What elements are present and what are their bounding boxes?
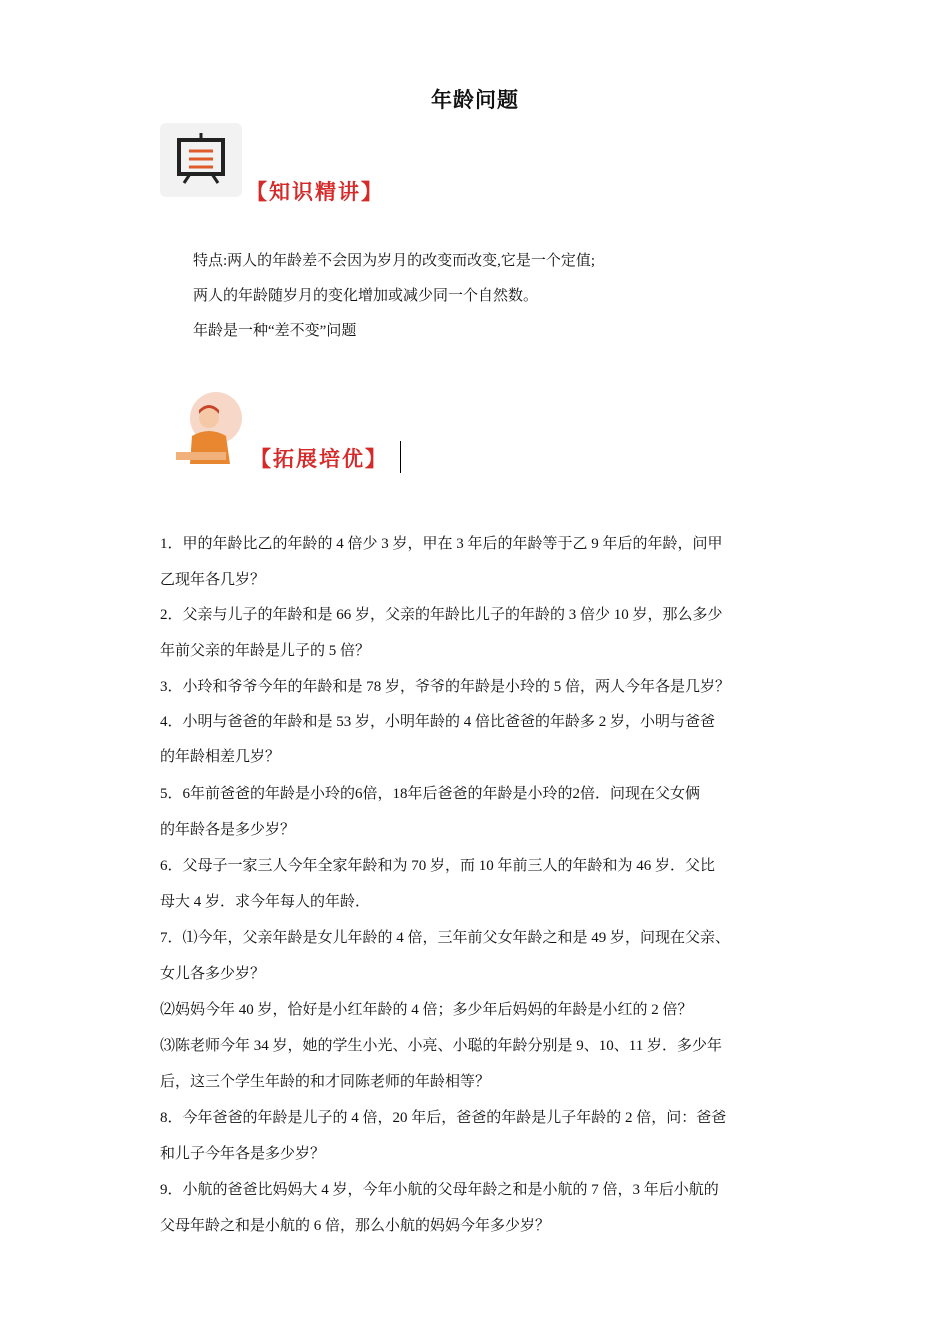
knowledge-section-banner: 【知识精讲】 — [246, 179, 384, 204]
intro-line: 特点:两人的年龄差不会因为岁月的改变而改变,它是一个定值; — [193, 253, 596, 269]
intro-line: 两人的年龄随岁月的变化增加或减少同一个自然数。 — [193, 288, 539, 304]
question-line: 2．父亲与儿子的年龄和是 66 岁，父亲的年龄比儿子的年龄的 3 倍少 10 岁，那么多少 — [160, 607, 723, 623]
question-line: 的年龄相差几岁？ — [160, 749, 281, 765]
question-line: 母大 4 岁．求今年每人的年龄． — [160, 894, 371, 910]
question-line: ⑶陈老师今年 34 岁，她的学生小光、小亮、小聪的年龄分别是 9、10、11 岁．多少年 — [160, 1038, 722, 1054]
question-line: 7．⑴今年，父亲年龄是女儿年龄的 4 倍，三年前父女年龄之和是 49 岁，问现在父亲、 — [160, 930, 731, 946]
question-line: 父母年龄之和是小航的 6 倍，那么小航的妈妈今年多少岁？ — [160, 1218, 551, 1234]
question-line: 3．小玲和爷爷今年的年龄和是 78 岁，爷爷的年龄是小玲的 5 倍，两人今年各是几岁？ — [160, 679, 731, 695]
question-line: 年前父亲的年龄是儿子的 5 倍？ — [160, 643, 371, 659]
question-line: 9．小航的爸爸比妈妈大 4 岁，今年小航的父母年龄之和是小航的 7 倍，3 年后小航的 — [160, 1182, 719, 1198]
question-line: 和儿子今年各是多少岁？ — [160, 1146, 326, 1162]
question-line: 4．小明与爸爸的年龄和是 53 岁，小明年龄的 4 倍比爸爸的年龄多 2 岁，小明与爸爸 — [160, 714, 716, 730]
question-line: 1．甲的年龄比乙的年龄的 4 倍少 3 岁，甲在 3 年后的年龄等于乙 9 年后的年龄，问甲 — [160, 536, 723, 552]
text-cursor — [400, 441, 401, 473]
teacher-avatar-icon — [172, 392, 246, 464]
extension-section-banner: 【拓展培优】 — [250, 446, 388, 471]
question-line: 5．6年前爸爸的年龄是小玲的6倍，18年后爸爸的年龄是小玲的2倍．问现在父女俩 — [160, 786, 701, 802]
question-line: 女儿各多少岁？ — [160, 966, 266, 982]
question-line: 8．今年爸爸的年龄是儿子的 4 倍，20 年后，爸爸的年龄是儿子年龄的 2 倍，问：爸爸 — [160, 1110, 727, 1126]
lecture-board-icon — [160, 123, 242, 197]
question-line: ⑵妈妈今年 40 岁，恰好是小红年龄的 4 倍；多少年后妈妈的年龄是小红的 2 倍？ — [160, 1002, 693, 1018]
question-line: 乙现年各几岁？ — [160, 572, 266, 588]
page-title: 年龄问题 — [431, 88, 519, 112]
question-line: 的年龄各是多少岁？ — [160, 822, 296, 838]
intro-line: 年龄是一种“差不变”问题 — [193, 323, 357, 339]
question-line: 6．父母子一家三人今年全家年龄和为 70 岁，而 10 年前三人的年龄和为 46 岁．父比 — [160, 858, 716, 874]
question-line: 后，这三个学生年龄的和才同陈老师的年龄相等？ — [160, 1074, 491, 1090]
